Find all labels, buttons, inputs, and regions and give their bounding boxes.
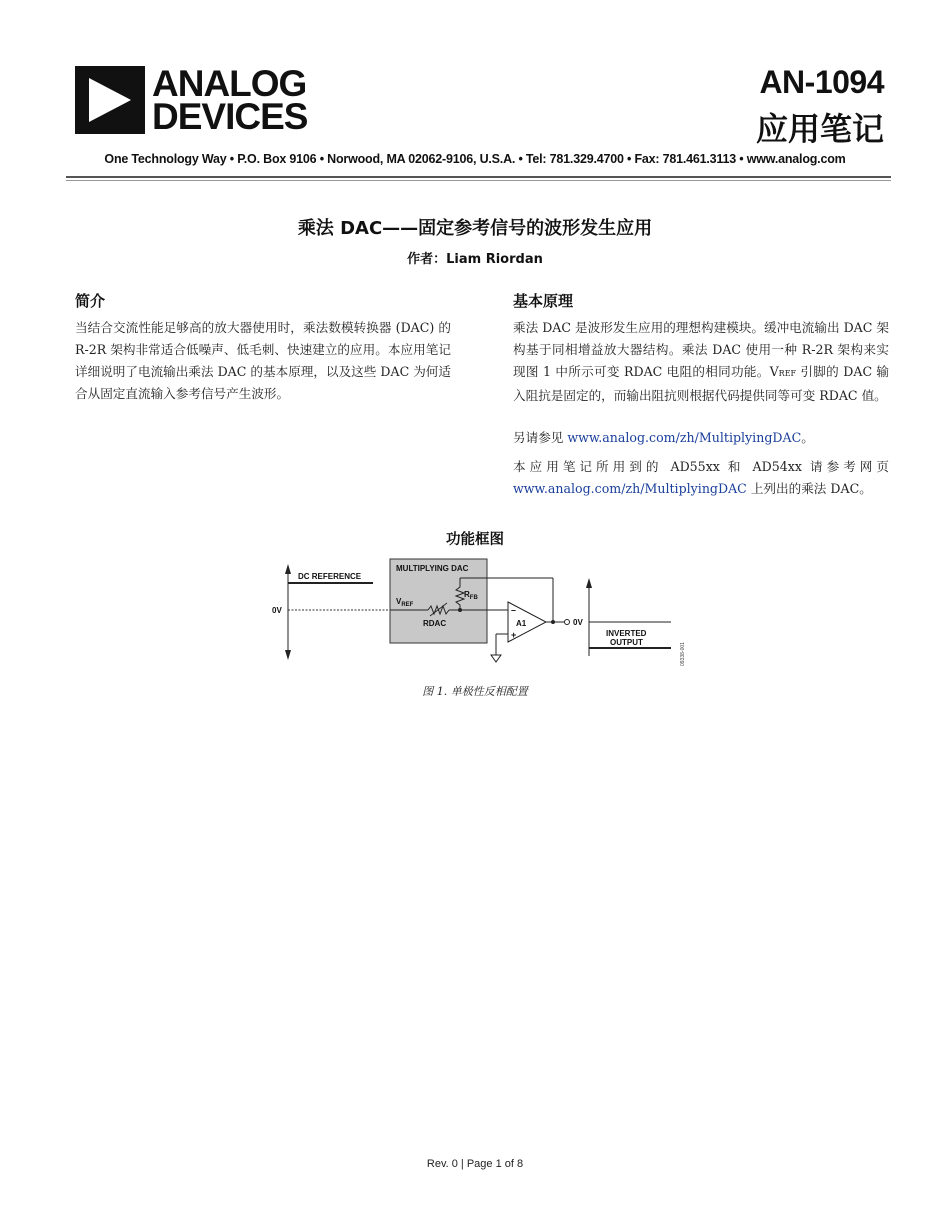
- vref-main: V: [396, 597, 402, 606]
- zero-v-right-label: 0V: [573, 618, 583, 627]
- intro-paragraph: 当结合交流性能足够高的放大器使用时，乘法数模转换器 (DAC) 的 R-2R 架构非常适合低噪声、低毛刺、快速建立的应用。本应用笔记详细说明了电流输出乘法 DAC 的基本原理，以及这些 DAC 为何适合从固定直流输入参考信号产生波形。: [75, 320, 451, 401]
- page-footer: Rev. 0 | Page 1 of 8: [426, 1158, 524, 1170]
- doc-type: 应用笔记: [755, 110, 884, 148]
- vref-sub: REF: [401, 602, 414, 608]
- header-rule: [66, 176, 891, 178]
- output-label: OUTPUT: [610, 638, 643, 647]
- amp-minus-label: –: [511, 605, 517, 615]
- vref-subscript: REF: [778, 369, 797, 378]
- input-axis-arrow-down-icon: [285, 650, 291, 660]
- doc-number: AN-1094: [759, 64, 884, 100]
- functional-block-diagram: [268, 556, 693, 668]
- principles-paragraph-3: [513, 456, 889, 500]
- principles-paragraph-1: [513, 317, 889, 407]
- ground-icon: [491, 655, 501, 662]
- inverted-label: INVERTED: [606, 629, 647, 638]
- logo-text-devices: DEVICES: [152, 96, 308, 137]
- see-also-end: 。: [801, 430, 814, 445]
- figure-title: 功能框图: [446, 532, 504, 548]
- rfb-main: R: [464, 590, 470, 599]
- output-node-dot: [551, 620, 555, 624]
- principles-heading: 基本原理: [513, 292, 574, 310]
- intro-heading: 简介: [75, 292, 106, 310]
- output-axis-arrow-up-icon: [586, 578, 592, 588]
- principles-paragraph-2: [513, 427, 889, 449]
- page-title: 乘法 DAC——固定参考信号的波形发生应用: [297, 218, 653, 239]
- amp-plus-label: +: [511, 630, 517, 640]
- see-also-text: 另请参见: [513, 430, 568, 445]
- header-rule-thin: [66, 180, 891, 181]
- logo-text-analog: ANALOG: [152, 63, 307, 104]
- multiplying-dac-link[interactable]: www.analog.com/zh/MultiplyingDAC: [567, 430, 802, 445]
- multiplying-dac-label: MULTIPLYING DAC: [396, 564, 469, 573]
- principles-p1-text-end: 引脚的 DAC 输入阻抗是固定的，而输出阻抗则根据代码提供同等可变 RDAC 值。: [513, 364, 889, 403]
- author-line: 作者：Liam Riordan: [407, 252, 543, 267]
- multiplying-dac-link-2[interactable]: www.analog.com/zh/MultiplyingDAC: [513, 481, 747, 496]
- input-axis-arrow-up-icon: [285, 564, 291, 574]
- output-terminal-icon: [565, 620, 570, 625]
- rfb-sub: FB: [469, 595, 478, 601]
- principles-p1-text: 乘法 DAC 是波形发生应用的理想构建模块。缓冲电流输出 DAC 架构基于同相增益放大器结构。乘法 DAC 使用一种 R-2R 架构来实现图 1 中所示可变 RDAC 电阻的相同功能。V: [513, 320, 889, 379]
- amp-a1-label: A1: [516, 619, 527, 628]
- dc-reference-label: DC REFERENCE: [298, 572, 362, 581]
- figure-caption: 图 1. 单极性反相配置: [422, 685, 528, 698]
- rdac-label: RDAC: [423, 619, 447, 628]
- figure-code-label: 09338-001: [680, 642, 686, 666]
- company-address: One Technology Way • P.O. Box 9106 • Norwood, MA 02062-9106, U.S.A. • Tel: 781.329.4700 • Fax: 781.461.3113 • www.analog.com: [104, 152, 846, 166]
- zero-v-left-label: 0V: [272, 606, 282, 615]
- ref-text-end: 上列出的乘法 DAC。: [746, 481, 872, 496]
- analog-devices-logo-icon: [75, 66, 145, 134]
- ref-text: 本应用笔记所用到的 AD55xx 和 AD54xx 请参考网页: [513, 459, 889, 474]
